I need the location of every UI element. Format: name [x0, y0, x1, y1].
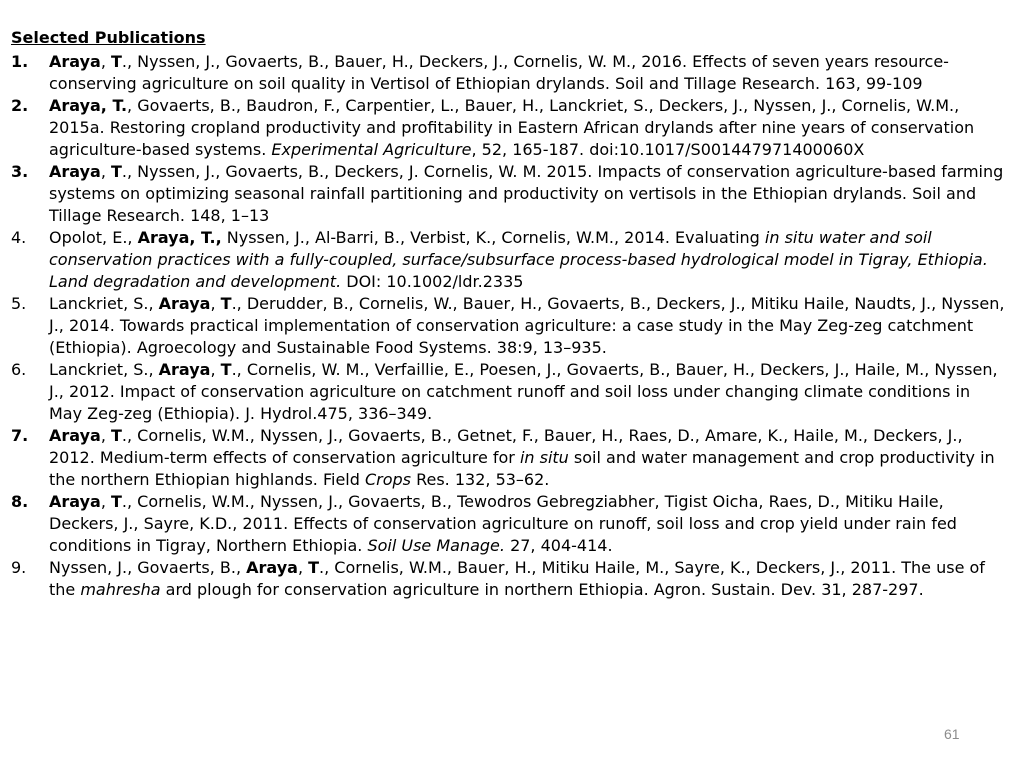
citation-text: , 52, 165-187. doi:10.1017/S001447971400060X — [471, 140, 865, 159]
citation-text: ., Cornelis, W.M., Nyssen, J., Govaerts, B., Getnet, F., Bauer, H., Raes, D., Amare, K., Haile, M., Deckers, J., 2012. Medium-term effects of conservation agriculture for — [49, 426, 963, 467]
citation-text: ., Cornelis, W.M., Bauer, H., Mitiku Haile, M., Sayre, K., Deckers, J., 2011. The use of the — [49, 558, 985, 599]
publication-number: 3. — [11, 162, 29, 181]
publication-citation — [49, 162, 1003, 225]
citation-text: , — [297, 558, 309, 577]
publication-citation — [49, 492, 957, 555]
publication-citation — [49, 228, 988, 291]
citation-text: Opolot, E., — [49, 228, 138, 247]
citation-text: ard plough for conservation agriculture in northern Ethiopia. Agron. Sustain. Dev. 31, 287-297. — [160, 580, 924, 599]
publication-item — [0, 161, 1005, 227]
author-highlight: Araya — [49, 492, 101, 511]
author-highlight: Araya — [49, 52, 101, 71]
citation-text: Res. 132, 53–62. — [411, 470, 550, 489]
publication-item — [0, 51, 1005, 95]
citation-text: Lanckriet, S., — [49, 294, 159, 313]
publication-number: 6. — [11, 360, 27, 379]
publication-citation — [49, 96, 974, 159]
publication-citation — [49, 52, 949, 93]
citation-text: ., Cornelis, W.M., Nyssen, J., Govaerts, B., Tewodros Gebregziabher, Tigist Oicha, Raes, D., Mitiku Haile, Deckers, J., Sayre, K.D., 2011. Effects of conservation agriculture on runoff, soil loss and crop yield under rain fed conditions in Tigray, Northern Ethiopia. — [49, 492, 957, 555]
italic-text: Crops — [364, 470, 412, 489]
publication-item — [0, 425, 1005, 491]
publication-number: 8. — [11, 492, 29, 511]
citation-text: , — [100, 162, 111, 181]
italic-text: in situ — [519, 448, 569, 467]
publication-list — [0, 51, 1024, 601]
italic-text: mahresha — [80, 580, 161, 599]
italic-text: Soil Use Manage. — [367, 536, 505, 555]
section-heading: Selected Publications — [11, 28, 206, 47]
author-highlight: Araya — [246, 558, 298, 577]
citation-text: , — [100, 426, 111, 445]
author-highlight: T — [308, 558, 320, 577]
author-highlight: T — [220, 294, 232, 313]
publication-item — [0, 557, 1005, 601]
publication-number: 2. — [11, 96, 29, 115]
publication-citation — [49, 558, 985, 599]
publication-item — [0, 359, 1005, 425]
author-highlight: Araya — [158, 294, 211, 313]
citation-text: ., Nyssen, J., Govaerts, B., Deckers, J. Cornelis, W. M. 2015. Impacts of conservation agriculture-based farming systems on optimizing seasonal rainfall partitioning and productivity on vertisols in the Ethiopian drylands. Soil and Tillage Research. 148, 1–13 — [49, 162, 1004, 225]
italic-text: in situ water and soil conservation practices with a fully-coupled, surface/subsurface process-based hydrological model in Tigray, Ethiopia. Land degradation and development. — [49, 228, 988, 291]
publication-number: 9. — [11, 558, 27, 577]
author-highlight: Araya — [49, 426, 101, 445]
publication-number: 1. — [11, 52, 29, 71]
italic-text: Experimental Agriculture — [271, 140, 472, 159]
citation-text: , — [100, 492, 111, 511]
author-highlight: Araya — [49, 162, 101, 181]
citation-text: , — [210, 360, 221, 379]
publication-number: 4. — [11, 228, 27, 247]
publication-item — [0, 227, 1005, 293]
author-highlight: Araya, T., — [137, 228, 222, 247]
publication-number: 7. — [11, 426, 29, 445]
publication-number: 5. — [11, 294, 27, 313]
author-highlight: T — [110, 426, 122, 445]
author-highlight: T — [110, 52, 122, 71]
publication-item — [0, 95, 1005, 161]
author-highlight: T — [110, 162, 122, 181]
citation-text: Lanckriet, S., — [49, 360, 159, 379]
author-highlight: Araya — [158, 360, 211, 379]
citation-text: DOI: 10.1002/ldr.2335 — [341, 272, 524, 291]
citation-text: soil and water management and crop productivity in the northern Ethiopian highlands. Field — [49, 448, 995, 489]
citation-text: Nyssen, J., Govaerts, B., — [49, 558, 247, 577]
publication-citation — [49, 360, 998, 423]
citation-text: ., Cornelis, W. M., Verfaillie, E., Poesen, J., Govaerts, B., Bauer, H., Deckers, J., Haile, M., Nyssen, J., 2012. Impact of conservation agriculture on catchment runoff and soil loss under changing climate conditions in May Zeg-zeg (Ethiopia). J. Hydrol.475, 336–349. — [49, 360, 998, 423]
citation-text: ., Nyssen, J., Govaerts, B., Bauer, H., Deckers, J., Cornelis, W. M., 2016. Effects of seven years resource-conserving agriculture on soil quality in Vertisol of Ethiopian drylands. Soil and Tillage Research. 163, 99-109 — [49, 52, 949, 93]
author-highlight: Araya, T. — [49, 96, 128, 115]
citation-text: , — [100, 52, 111, 71]
author-highlight: T — [110, 492, 122, 511]
publication-item — [0, 293, 1005, 359]
citation-text: 27, 404-414. — [504, 536, 613, 555]
publication-citation — [49, 294, 1004, 357]
page-number: 61 — [944, 726, 960, 742]
publication-item — [0, 491, 1005, 557]
publication-citation — [49, 426, 995, 489]
author-highlight: T — [220, 360, 232, 379]
citation-text: ., Derudder, B., Cornelis, W., Bauer, H., Govaerts, B., Deckers, J., Mitiku Haile, Naudts, J., Nyssen, J., 2014. Towards practical implementation of conservation agriculture: a case study in the May Zeg-zeg catchment (Ethiopia). Agroecology and Sustainable Food Systems. 38:9, 13–935. — [49, 294, 1005, 357]
citation-text: , Govaerts, B., Baudron, F., Carpentier, L., Bauer, H., Lanckriet, S., Deckers, J., Nyssen, J., Cornelis, W.M., 2015a. Restoring cropland productivity and profitability in Eastern African drylands after nine years of conservation agriculture-based systems. — [49, 96, 975, 159]
citation-text: Nyssen, J., Al-Barri, B., Verbist, K., Cornelis, W.M., 2014. Evaluating — [221, 228, 765, 247]
citation-text: , — [210, 294, 221, 313]
